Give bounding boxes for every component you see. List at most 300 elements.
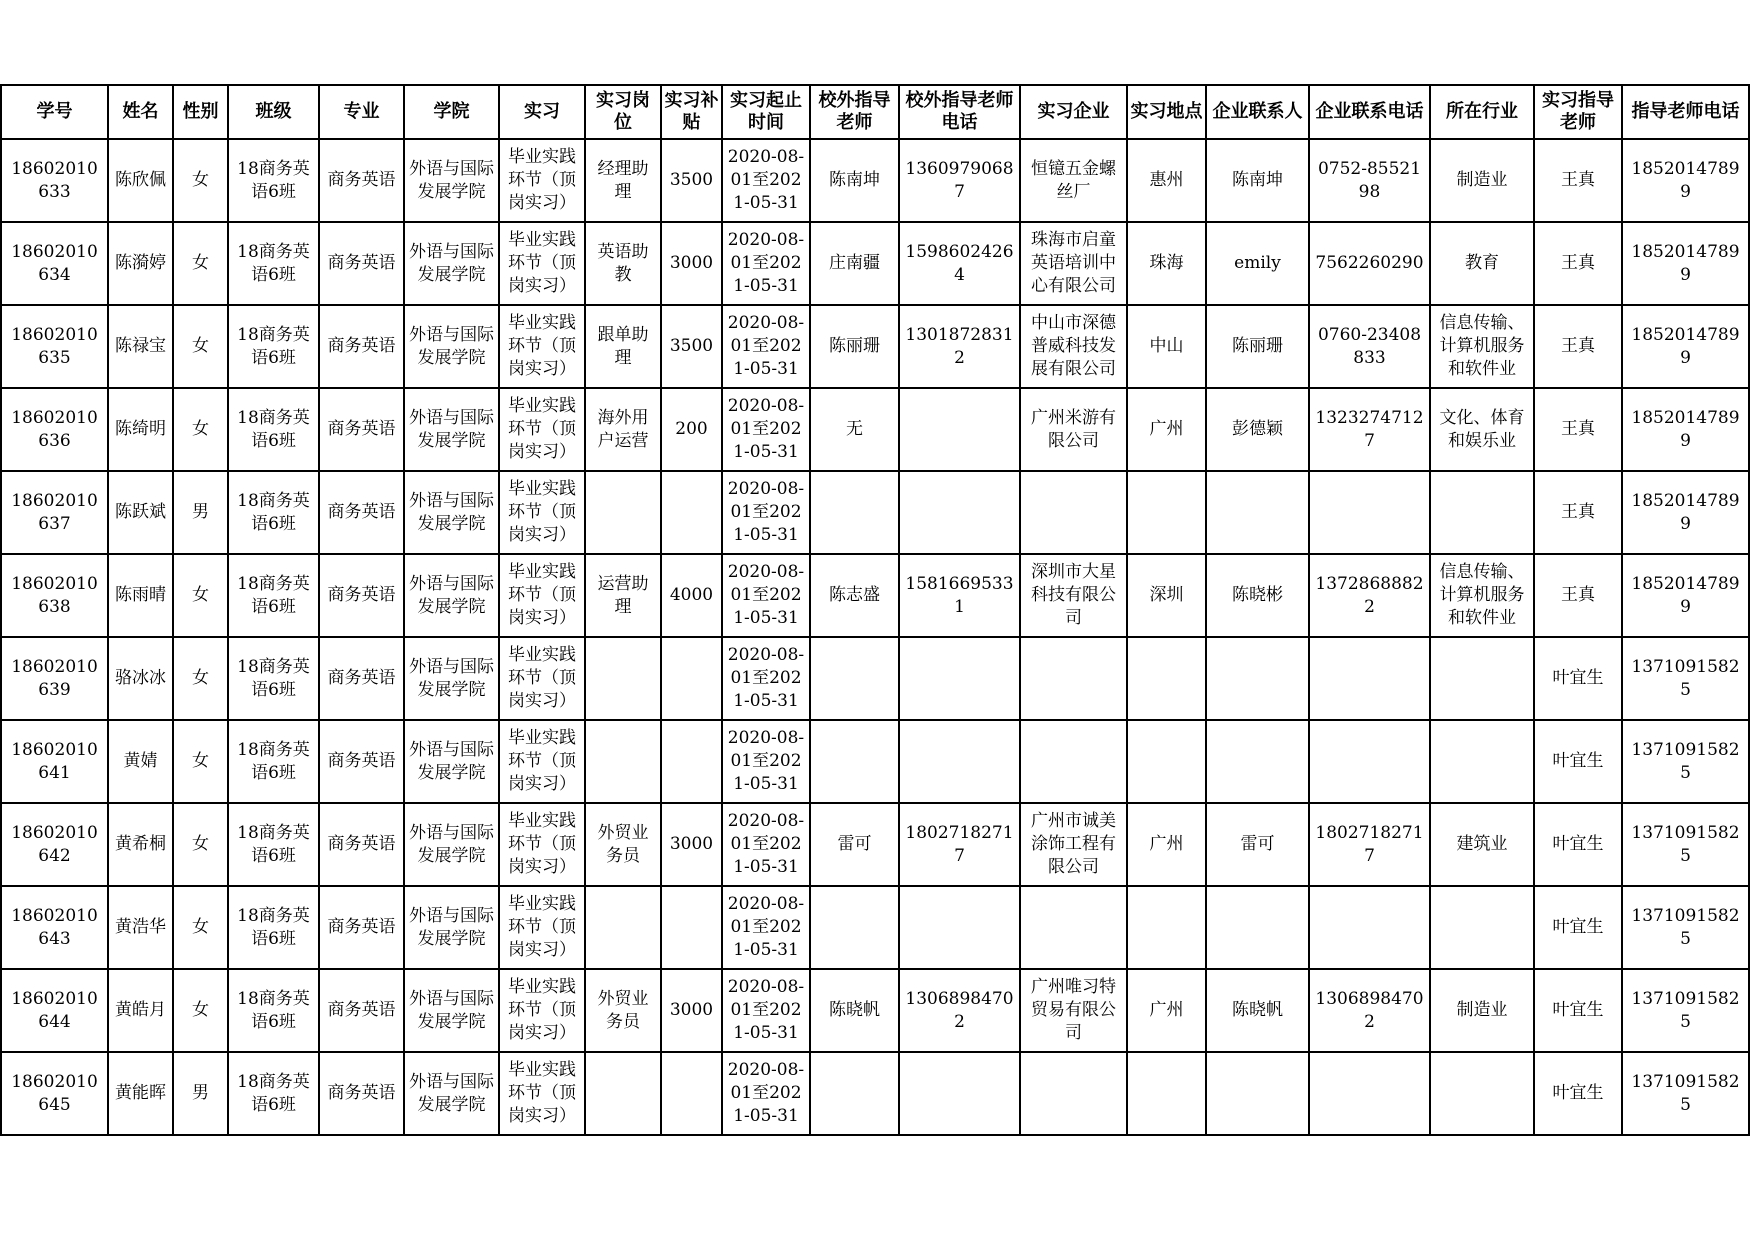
cell-college-text: 外语与国际发展学院 (409, 324, 494, 368)
cell-tutor (1534, 388, 1622, 471)
cell-major (319, 803, 404, 886)
cell-position-text: 外贸业务员 (597, 988, 649, 1032)
cell-name (108, 803, 173, 886)
cell-contact (1206, 388, 1309, 471)
cell-college (404, 388, 499, 471)
cell-position (585, 554, 661, 637)
cell-outside-tutor (810, 720, 899, 803)
cell-position (585, 803, 661, 886)
cell-major (319, 969, 404, 1052)
cell-name (108, 554, 173, 637)
cell-tutor-text: 王真 (1561, 253, 1595, 273)
cell-internship (499, 803, 585, 886)
cell-college (404, 720, 499, 803)
cell-tutor-phone (1622, 471, 1749, 554)
cell-subsidy (661, 1052, 722, 1135)
cell-class (228, 471, 319, 554)
cell-outside-tutor-phone (899, 222, 1020, 305)
cell-internship (499, 969, 585, 1052)
cell-name (108, 222, 173, 305)
cell-contact-text: emily (1234, 253, 1281, 273)
cell-name (108, 471, 173, 554)
header-period: 实习起止时间 (722, 85, 810, 139)
cell-student-id-text: 18602010643 (11, 905, 98, 949)
cell-company (1020, 554, 1127, 637)
table-row (1, 471, 1749, 554)
cell-industry-text: 建筑业 (1456, 834, 1508, 854)
cell-name-text: 骆冰冰 (115, 668, 166, 688)
cell-name (108, 886, 173, 969)
cell-period-text: 2020-08-01至2021-05-31 (727, 313, 805, 379)
cell-college (404, 1052, 499, 1135)
cell-company (1020, 388, 1127, 471)
header-location: 实习地点 (1127, 85, 1206, 139)
cell-contact (1206, 305, 1309, 388)
cell-major (319, 720, 404, 803)
cell-college-text: 外语与国际发展学院 (409, 407, 494, 451)
cell-class-text: 18商务英语6班 (237, 822, 310, 866)
cell-internship-text: 毕业实践环节（顶岗实习） (508, 147, 576, 213)
cell-tutor-phone (1622, 305, 1749, 388)
cell-contact (1206, 886, 1309, 969)
cell-student-id (1, 139, 108, 222)
table-row (1, 969, 1749, 1052)
cell-class-text: 18商务英语6班 (237, 1071, 310, 1115)
cell-name-text: 陈漪婷 (115, 253, 166, 273)
cell-location-text: 广州 (1149, 419, 1184, 439)
cell-tutor (1534, 886, 1622, 969)
cell-contact (1206, 222, 1309, 305)
cell-outside-tutor-phone (899, 720, 1020, 803)
cell-outside-tutor-text: 陈南坤 (829, 170, 880, 190)
cell-company-text: 珠海市启童英语培训中心有限公司 (1031, 230, 1116, 296)
table-row (1, 886, 1749, 969)
cell-college-text: 外语与国际发展学院 (409, 241, 494, 285)
cell-name-text: 陈禄宝 (115, 336, 166, 356)
cell-position (585, 1052, 661, 1135)
cell-company (1020, 222, 1127, 305)
cell-student-id (1, 388, 108, 471)
cell-class (228, 803, 319, 886)
cell-college (404, 139, 499, 222)
cell-tutor-phone-text: 18520147899 (1631, 241, 1740, 285)
cell-outside-tutor-phone (899, 305, 1020, 388)
cell-industry-text: 信息传输、计算机服务和软件业 (1439, 562, 1525, 628)
cell-company (1020, 637, 1127, 720)
cell-student-id (1, 637, 108, 720)
cell-contact-text: 陈南坤 (1232, 170, 1283, 190)
cell-name-text: 陈雨晴 (115, 585, 166, 605)
cell-contact-phone (1309, 471, 1430, 554)
cell-college (404, 886, 499, 969)
cell-tutor (1534, 720, 1622, 803)
cell-industry (1430, 554, 1534, 637)
cell-subsidy-text: 3000 (669, 253, 714, 273)
cell-gender (173, 139, 228, 222)
cell-tutor-phone (1622, 222, 1749, 305)
cell-subsidy-text: 3000 (669, 834, 714, 854)
table-row (1, 720, 1749, 803)
cell-period-text: 2020-08-01至2021-05-31 (727, 562, 805, 628)
cell-position (585, 222, 661, 305)
cell-tutor (1534, 222, 1622, 305)
cell-contact-text: 彭德颖 (1232, 419, 1283, 439)
cell-class-text: 18商务英语6班 (237, 407, 310, 451)
internship-roster-sheet (0, 84, 1750, 1136)
cell-location (1127, 886, 1206, 969)
cell-student-id-text: 18602010637 (11, 490, 98, 534)
cell-industry (1430, 139, 1534, 222)
cell-gender (173, 305, 228, 388)
cell-major (319, 554, 404, 637)
internship-roster-table (0, 84, 1750, 1136)
cell-major (319, 305, 404, 388)
cell-subsidy (661, 388, 722, 471)
cell-gender-text: 女 (192, 253, 209, 273)
roster-body (1, 139, 1749, 1135)
cell-outside-tutor-text: 陈晓帆 (829, 1000, 880, 1020)
cell-position-text: 跟单助理 (597, 324, 649, 368)
cell-internship-text: 毕业实践环节（顶岗实习） (508, 479, 576, 545)
cell-period (722, 969, 810, 1052)
cell-period (722, 637, 810, 720)
cell-gender-text: 女 (192, 419, 209, 439)
cell-position (585, 471, 661, 554)
cell-major (319, 886, 404, 969)
cell-subsidy-text: 200 (675, 419, 708, 439)
cell-industry (1430, 803, 1534, 886)
cell-outside-tutor (810, 305, 899, 388)
cell-name (108, 637, 173, 720)
cell-outside-tutor-phone (899, 803, 1020, 886)
cell-student-id (1, 305, 108, 388)
cell-student-id (1, 803, 108, 886)
header-college: 学院 (404, 85, 499, 139)
cell-period-text: 2020-08-01至2021-05-31 (727, 147, 805, 213)
cell-outside-tutor-phone (899, 886, 1020, 969)
header-position: 实习岗位 (585, 85, 661, 139)
cell-period (722, 803, 810, 886)
cell-major-text: 商务英语 (327, 585, 396, 605)
cell-company (1020, 139, 1127, 222)
table-row (1, 388, 1749, 471)
cell-position (585, 388, 661, 471)
cell-gender (173, 222, 228, 305)
cell-tutor-text: 叶宜生 (1552, 668, 1604, 688)
cell-major-text: 商务英语 (327, 253, 396, 273)
cell-tutor-text: 叶宜生 (1552, 834, 1604, 854)
cell-industry (1430, 388, 1534, 471)
cell-company-text: 中山市深德普威科技发展有限公司 (1031, 313, 1116, 379)
cell-subsidy-text: 3000 (669, 1000, 714, 1020)
cell-college-text: 外语与国际发展学院 (409, 822, 494, 866)
cell-name-text: 黄能晖 (115, 1083, 166, 1103)
cell-class-text: 18商务英语6班 (237, 905, 310, 949)
cell-internship-text: 毕业实践环节（顶岗实习） (508, 728, 576, 794)
cell-contact-phone (1309, 222, 1430, 305)
cell-tutor (1534, 139, 1622, 222)
cell-tutor-phone (1622, 720, 1749, 803)
cell-subsidy (661, 637, 722, 720)
cell-location-text: 广州 (1149, 1000, 1184, 1020)
cell-student-id-text: 18602010634 (11, 241, 98, 285)
cell-contact-phone-text: 0752-8552198 (1317, 158, 1422, 202)
cell-outside-tutor-phone (899, 1052, 1020, 1135)
cell-position (585, 637, 661, 720)
cell-class (228, 139, 319, 222)
cell-tutor-phone (1622, 886, 1749, 969)
cell-internship (499, 1052, 585, 1135)
cell-company (1020, 803, 1127, 886)
cell-name (108, 388, 173, 471)
cell-gender (173, 554, 228, 637)
cell-major-text: 商务英语 (327, 751, 396, 771)
cell-industry (1430, 1052, 1534, 1135)
cell-major (319, 471, 404, 554)
cell-tutor-phone-text: 13710915825 (1631, 822, 1740, 866)
cell-college (404, 803, 499, 886)
cell-subsidy (661, 886, 722, 969)
cell-position (585, 720, 661, 803)
cell-tutor-text: 王真 (1561, 336, 1595, 356)
cell-tutor-phone-text: 13710915825 (1631, 739, 1740, 783)
cell-major-text: 商务英语 (327, 1083, 396, 1103)
header-name: 姓名 (108, 85, 173, 139)
cell-major (319, 1052, 404, 1135)
cell-contact-phone-text: 13068984702 (1315, 988, 1424, 1032)
cell-name (108, 969, 173, 1052)
cell-location-text: 惠州 (1149, 170, 1184, 190)
cell-gender (173, 803, 228, 886)
header-class: 班级 (228, 85, 319, 139)
cell-company (1020, 471, 1127, 554)
cell-outside-tutor (810, 222, 899, 305)
cell-position (585, 305, 661, 388)
cell-college (404, 222, 499, 305)
cell-period-text: 2020-08-01至2021-05-31 (727, 645, 805, 711)
cell-industry (1430, 471, 1534, 554)
cell-industry-text: 教育 (1465, 253, 1499, 273)
cell-outside-tutor-phone-text: 15816695331 (905, 573, 1014, 617)
cell-student-id-text: 18602010644 (11, 988, 98, 1032)
table-row (1, 222, 1749, 305)
cell-period (722, 388, 810, 471)
cell-major-text: 商务英语 (327, 336, 396, 356)
cell-company-text: 深圳市大星科技有限公司 (1031, 562, 1116, 628)
header-student-id: 学号 (1, 85, 108, 139)
header-contact-phone: 企业联系电话 (1309, 85, 1430, 139)
cell-internship (499, 222, 585, 305)
cell-internship (499, 305, 585, 388)
cell-contact (1206, 720, 1309, 803)
cell-outside-tutor-text: 雷可 (837, 834, 872, 854)
cell-contact-phone (1309, 969, 1430, 1052)
table-row (1, 637, 1749, 720)
cell-position (585, 969, 661, 1052)
table-row (1, 305, 1749, 388)
cell-tutor-phone-text: 13710915825 (1631, 1071, 1740, 1115)
cell-gender (173, 637, 228, 720)
cell-class (228, 969, 319, 1052)
cell-company (1020, 1052, 1127, 1135)
cell-class-text: 18商务英语6班 (237, 324, 310, 368)
cell-period-text: 2020-08-01至2021-05-31 (727, 1060, 805, 1126)
cell-outside-tutor-text: 陈志盛 (829, 585, 880, 605)
cell-subsidy-text: 3500 (669, 170, 714, 190)
cell-tutor-phone-text: 18520147899 (1631, 573, 1740, 617)
header-outside-tutor: 校外指导老师 (810, 85, 899, 139)
cell-tutor-phone (1622, 803, 1749, 886)
cell-position (585, 886, 661, 969)
cell-tutor-phone (1622, 139, 1749, 222)
cell-college-text: 外语与国际发展学院 (409, 573, 494, 617)
cell-student-id-text: 18602010639 (11, 656, 98, 700)
cell-internship (499, 554, 585, 637)
cell-internship-text: 毕业实践环节（顶岗实习） (508, 1060, 576, 1126)
cell-outside-tutor-phone-text: 13068984702 (905, 988, 1014, 1032)
cell-tutor-text: 叶宜生 (1552, 751, 1604, 771)
cell-contact-phone (1309, 388, 1430, 471)
header-tutor-phone: 指导老师电话 (1622, 85, 1749, 139)
header-tutor: 实习指导老师 (1534, 85, 1622, 139)
cell-student-id (1, 886, 108, 969)
cell-location-text: 中山 (1149, 336, 1184, 356)
cell-location-text: 深圳 (1149, 585, 1184, 605)
cell-contact-phone (1309, 554, 1430, 637)
cell-student-id-text: 18602010645 (11, 1071, 98, 1115)
cell-name-text: 黄浩华 (115, 917, 166, 937)
cell-internship-text: 毕业实践环节（顶岗实习） (508, 645, 576, 711)
cell-contact (1206, 471, 1309, 554)
cell-major-text: 商务英语 (327, 668, 396, 688)
cell-internship (499, 886, 585, 969)
cell-company (1020, 720, 1127, 803)
cell-outside-tutor-phone-text: 15986024264 (905, 241, 1014, 285)
cell-college-text: 外语与国际发展学院 (409, 988, 494, 1032)
cell-period-text: 2020-08-01至2021-05-31 (727, 728, 805, 794)
cell-class (228, 886, 319, 969)
cell-period (722, 305, 810, 388)
cell-contact-phone (1309, 637, 1430, 720)
cell-contact-text: 陈晓帆 (1232, 1000, 1283, 1020)
cell-position-text: 经理助理 (597, 158, 649, 202)
cell-outside-tutor-text: 庄南疆 (829, 253, 880, 273)
cell-industry (1430, 720, 1534, 803)
header-industry: 所在行业 (1430, 85, 1534, 139)
cell-major-text: 商务英语 (327, 917, 396, 937)
cell-outside-tutor (810, 637, 899, 720)
cell-class-text: 18商务英语6班 (237, 573, 310, 617)
cell-gender (173, 471, 228, 554)
cell-internship-text: 毕业实践环节（顶岗实习） (508, 313, 576, 379)
cell-period-text: 2020-08-01至2021-05-31 (727, 479, 805, 545)
cell-student-id (1, 720, 108, 803)
cell-major (319, 222, 404, 305)
cell-location-text: 珠海 (1149, 253, 1184, 273)
cell-college-text: 外语与国际发展学院 (409, 656, 494, 700)
cell-period (722, 471, 810, 554)
cell-contact (1206, 139, 1309, 222)
cell-contact (1206, 969, 1309, 1052)
cell-outside-tutor (810, 139, 899, 222)
cell-class (228, 1052, 319, 1135)
cell-name-text: 陈绮明 (115, 419, 166, 439)
cell-industry-text: 信息传输、计算机服务和软件业 (1439, 313, 1525, 379)
cell-outside-tutor (810, 554, 899, 637)
table-row (1, 554, 1749, 637)
cell-major (319, 388, 404, 471)
cell-name-text: 黄婧 (123, 751, 158, 771)
cell-college-text: 外语与国际发展学院 (409, 1071, 494, 1115)
cell-outside-tutor-phone (899, 969, 1020, 1052)
cell-tutor-phone-text: 18520147899 (1631, 324, 1740, 368)
header-subsidy: 实习补贴 (661, 85, 722, 139)
cell-name-text: 黄皓月 (115, 1000, 166, 1020)
cell-name-text: 陈欣佩 (115, 170, 166, 190)
cell-class (228, 222, 319, 305)
cell-location (1127, 388, 1206, 471)
cell-location (1127, 803, 1206, 886)
cell-gender-text: 女 (192, 336, 209, 356)
cell-internship-text: 毕业实践环节（顶岗实习） (508, 230, 576, 296)
cell-company (1020, 305, 1127, 388)
cell-college (404, 554, 499, 637)
cell-period-text: 2020-08-01至2021-05-31 (727, 894, 805, 960)
cell-gender-text: 女 (192, 1000, 209, 1020)
cell-industry (1430, 305, 1534, 388)
cell-period (722, 139, 810, 222)
cell-class-text: 18商务英语6班 (237, 656, 310, 700)
cell-tutor-phone (1622, 969, 1749, 1052)
cell-outside-tutor (810, 969, 899, 1052)
cell-college-text: 外语与国际发展学院 (409, 490, 494, 534)
cell-period (722, 222, 810, 305)
cell-location (1127, 554, 1206, 637)
cell-college-text: 外语与国际发展学院 (409, 905, 494, 949)
cell-internship (499, 139, 585, 222)
cell-contact-phone (1309, 803, 1430, 886)
cell-industry (1430, 637, 1534, 720)
cell-gender (173, 886, 228, 969)
table-row (1, 1052, 1749, 1135)
cell-industry (1430, 222, 1534, 305)
cell-tutor-phone-text: 18520147899 (1631, 490, 1740, 534)
cell-subsidy (661, 969, 722, 1052)
cell-internship-text: 毕业实践环节（顶岗实习） (508, 562, 576, 628)
cell-position-text: 英语助教 (597, 241, 649, 285)
cell-gender-text: 女 (192, 917, 209, 937)
cell-tutor-phone-text: 13710915825 (1631, 988, 1740, 1032)
cell-industry-text: 文化、体育和娱乐业 (1439, 407, 1525, 451)
cell-major-text: 商务英语 (327, 419, 396, 439)
cell-contact-text: 陈丽珊 (1232, 336, 1283, 356)
cell-location (1127, 305, 1206, 388)
cell-location (1127, 720, 1206, 803)
cell-internship (499, 471, 585, 554)
cell-gender-text: 女 (192, 751, 209, 771)
cell-subsidy (661, 803, 722, 886)
cell-internship (499, 388, 585, 471)
cell-tutor-text: 王真 (1561, 585, 1595, 605)
cell-tutor (1534, 471, 1622, 554)
cell-period-text: 2020-08-01至2021-05-31 (727, 396, 805, 462)
cell-location (1127, 139, 1206, 222)
cell-major-text: 商务英语 (327, 834, 396, 854)
cell-tutor-phone (1622, 1052, 1749, 1135)
cell-name (108, 139, 173, 222)
cell-industry (1430, 886, 1534, 969)
cell-tutor-phone (1622, 554, 1749, 637)
